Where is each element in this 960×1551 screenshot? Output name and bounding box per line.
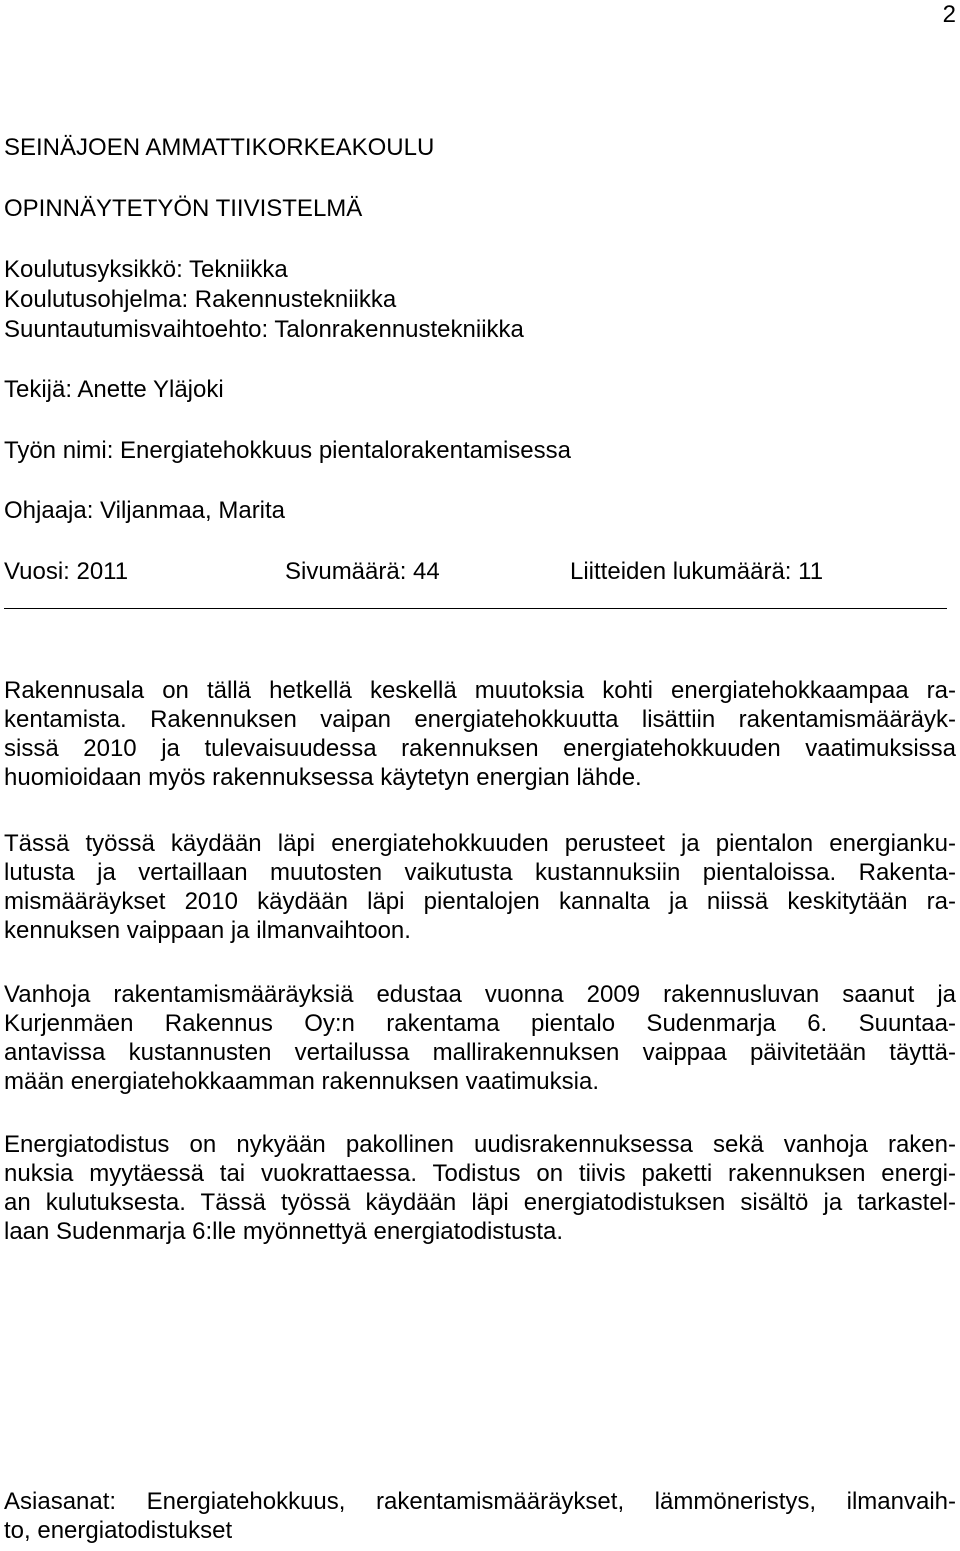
specialisation: Suuntautumisvaihtoehto: Talonrakennustekniikka: [4, 316, 524, 343]
supervisor: Ohjaaja: Viljanmaa, Marita: [4, 497, 286, 524]
education-unit: Koulutusyksikkö: Tekniikka: [4, 256, 288, 283]
document-title: OPINNÄYTETYÖN TIIVISTELMÄ: [4, 195, 363, 222]
abstract-line: kentamista. Rakennuksen vaipan energiatehokkuutta lisättiin rakentamismääräyk-: [4, 706, 956, 733]
abstract-line: Rakennusala on tällä hetkellä keskellä muutoksia kohti energiatehokkaampaa ra-: [4, 677, 956, 704]
degree-programme: Koulutusohjelma: Rakennustekniikka: [4, 286, 397, 313]
page-count: Sivumäärä: 44: [285, 558, 440, 585]
abstract-line: Tässä työssä käydään läpi energiatehokkuuden perusteet ja pientalon energianku-: [4, 830, 956, 857]
abstract-line: Kurjenmäen Rakennus Oy:n rakentama pientalo Sudenmarja 6. Suuntaa-: [4, 1010, 956, 1037]
abstract-line: mään energiatehokkaamman rakennuksen vaatimuksia.: [4, 1068, 599, 1095]
appendix-count: Liitteiden lukumäärä: 11: [570, 558, 824, 585]
abstract-line: huomioidaan myös rakennuksessa käytetyn energian lähde.: [4, 764, 642, 791]
institution-name: SEINÄJOEN AMMATTIKORKEAKOULU: [4, 134, 435, 161]
abstract-line: Energiatodistus on nykyään pakollinen uudisrakennuksessa sekä vanhoja raken-: [4, 1131, 956, 1158]
abstract-paragraph-2: [4, 829, 956, 945]
year: Vuosi: 2011: [4, 558, 129, 585]
abstract-line: Vanhoja rakentamismääräyksiä edustaa vuonna 2009 rakennusluvan saanut ja: [4, 981, 956, 1008]
abstract-line: lutusta ja vertaillaan muutosten vaikutusta kustannuksiin pientaloissa. Rakenta-: [4, 859, 956, 886]
abstract-paragraph-3: [4, 980, 956, 1096]
abstract-paragraph-4: [4, 1130, 956, 1246]
separator-line: [4, 608, 947, 609]
abstract-line: nuksia myytäessä tai vuokrattaessa. Todistus on tiivis paketti rakennuksen energi-: [4, 1160, 956, 1187]
keywords-line: to, energiatodistukset: [4, 1517, 233, 1544]
abstract-line: antavissa kustannusten vertailussa mallirakennuksen vaippaa päivitetään täyttä-: [4, 1039, 956, 1066]
author: Tekijä: Anette Yläjoki: [4, 376, 224, 403]
page-number: 2: [942, 1, 956, 28]
keywords: [4, 1487, 956, 1545]
abstract-line: sissä 2010 ja tulevaisuudessa rakennuksen energiatehokkuuden vaatimuksissa: [4, 735, 956, 762]
abstract-line: mismääräykset 2010 käydään läpi pientalojen kannalta ja niissä keskitytään ra-: [4, 888, 956, 915]
abstract-line: laan Sudenmarja 6:lle myönnettyä energiatodistusta.: [4, 1218, 564, 1245]
work-title: Työn nimi: Energiatehokkuus pientalorakentamisessa: [4, 437, 571, 464]
abstract-line: an kulutuksesta. Tässä työssä käydään läpi energiatodistuksen sisältö ja tarkastel-: [4, 1189, 956, 1216]
abstract-paragraph-1: [4, 676, 956, 792]
keywords-line: Asiasanat: Energiatehokkuus, rakentamismääräykset, lämmöneristys, ilmanvaih-: [4, 1488, 956, 1515]
abstract-line: kennuksen vaippaan ja ilmanvaihtoon.: [4, 917, 411, 944]
